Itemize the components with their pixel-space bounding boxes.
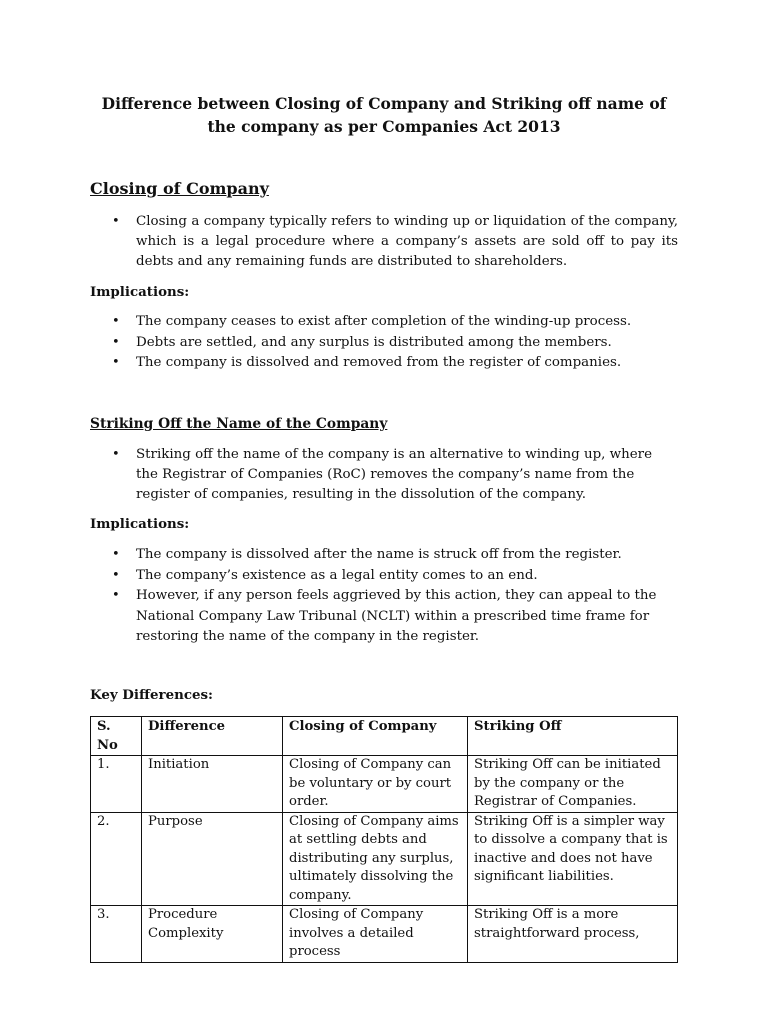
striking-implications-label: Implications:: [90, 516, 190, 532]
striking-definition-list: [90, 445, 678, 505]
section-heading-closing: Closing of Company: [90, 179, 269, 198]
key-differences-label: Key Differences:: [90, 687, 213, 703]
closing-definition-list: [90, 212, 678, 272]
column-header: Striking Off: [468, 717, 678, 756]
closing-implications-label: Implications:: [90, 284, 190, 300]
list-item: • The company’s existence as a legal entity comes to an end.: [90, 566, 678, 587]
table-cell: 3.: [91, 906, 142, 963]
table-cell: Procedure Complexity: [142, 906, 283, 963]
list-item: • Closing a company typically refers to winding up or liquidation of the company, which is a legal procedure where a company’s assets are sold off to pay its debts and any remaining funds are distributed to shareholders.: [90, 212, 678, 272]
table-cell: Initiation: [142, 756, 283, 813]
list-item: • Debts are settled, and any surplus is distributed among the members.: [90, 333, 678, 354]
table-cell: 1.: [91, 756, 142, 813]
striking-implications-list: [90, 545, 678, 648]
list-item: • The company is dissolved and removed from the register of companies.: [90, 353, 678, 374]
closing-implications-list: [90, 312, 678, 374]
table-cell: Striking Off is a more straightforward process,: [468, 906, 678, 963]
column-header: Closing of Company: [283, 717, 468, 756]
column-header: Difference: [142, 717, 283, 756]
table-cell: Closing of Company can be voluntary or by court order.: [283, 756, 468, 813]
document-title: Difference between Closing of Company and Striking off name of the company as per Companies Act 2013: [101, 94, 667, 136]
list-item: • The company is dissolved after the name is struck off from the register.: [90, 545, 678, 566]
table-header-row: [91, 717, 678, 756]
list-item: • Striking off the name of the company is an alternative to winding up, where the Registrar of Companies (RoC) removes the company’s name from the register of companies, resulting in the dissolution of the company.: [90, 445, 678, 505]
table-cell: 2.: [91, 812, 142, 906]
table-cell: Striking Off can be initiated by the company or the Registrar of Companies.: [468, 756, 678, 813]
table-row: [91, 906, 678, 963]
key-differences-table: [90, 716, 678, 963]
list-item: • The company ceases to exist after completion of the winding-up process.: [90, 312, 678, 333]
table-cell: Striking Off is a simpler way to dissolve a company that is inactive and does not have significant liabilities.: [468, 812, 678, 906]
table-row: [91, 756, 678, 813]
table-cell: Closing of Company involves a detailed process: [283, 906, 468, 963]
table-row: [91, 812, 678, 906]
table-cell: Closing of Company aims at settling debts and distributing any surplus, ultimately dissolving the company.: [283, 812, 468, 906]
list-item: • However, if any person feels aggrieved by this action, they can appeal to the National Company Law Tribunal (NCLT) within a prescribed time frame for restoring the name of the company in the register.: [90, 586, 678, 648]
table-cell: Purpose: [142, 812, 283, 906]
section-heading-striking: Striking Off the Name of the Company: [90, 416, 388, 432]
column-header: S. No: [91, 717, 142, 756]
